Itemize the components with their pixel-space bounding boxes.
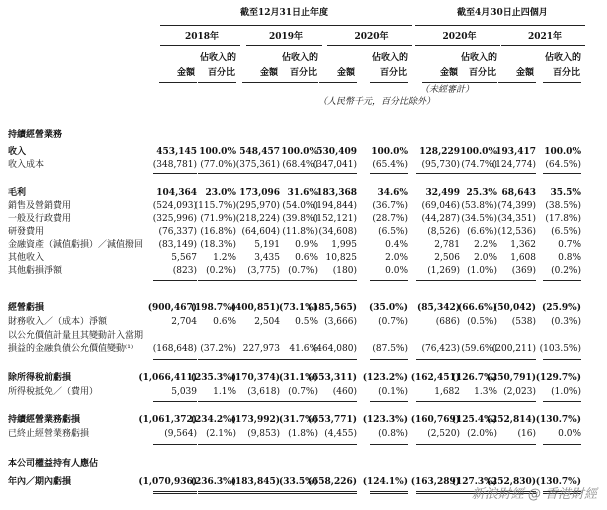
subtotal-rule	[236, 444, 280, 445]
subtotal-rule	[313, 359, 357, 360]
pct-cell: (73.1%)	[279, 303, 318, 313]
year-rule	[327, 45, 412, 46]
amount-cell: (3,618)	[247, 387, 280, 397]
pct-col-header-line2: 百分比	[208, 68, 236, 78]
pct-cell: 100.0%	[199, 147, 236, 157]
pct-cell: (103.5%)	[539, 344, 581, 354]
amount-cell: 5,567	[171, 253, 197, 263]
col-header-rule	[198, 82, 236, 83]
amount-cell: (900,467)	[147, 303, 197, 313]
subtotal-rule	[198, 173, 236, 174]
pct-cell: (198.7%)	[190, 303, 236, 313]
pct-cell: (0.7%)	[288, 387, 318, 397]
amount-cell: 104,364	[156, 188, 197, 198]
subtotal-rule	[416, 401, 460, 402]
pct-cell: (34.5%)	[461, 214, 497, 224]
amount-cell: (347,041)	[312, 160, 357, 170]
pct-cell: (53.8%)	[461, 201, 497, 211]
subtotal-rule	[198, 444, 236, 445]
subtotal-rule	[236, 401, 280, 402]
subtotal-rule	[236, 493, 280, 494]
pct-col-header-line1: 佔收入的	[372, 53, 409, 63]
pct-cell: (16.8%)	[200, 227, 236, 237]
col-header-rule	[459, 82, 497, 83]
subtotal-rule	[492, 173, 536, 174]
pct-cell: (1.8%)	[288, 429, 318, 439]
col-header-rule	[498, 82, 536, 83]
subtotal-rule	[370, 493, 408, 494]
amount-cell: 32,499	[425, 188, 460, 198]
pct-cell: (77.0%)	[200, 160, 236, 170]
row-label: 除所得稅前虧損	[8, 373, 72, 383]
period-annual-header: 截至12月31日止年度	[240, 8, 329, 18]
pct-cell: (0.8%)	[378, 429, 408, 439]
subtotal-rule	[153, 491, 197, 492]
pct-cell: (130.7%)	[535, 415, 581, 425]
amount-cell: 5,191	[254, 240, 280, 250]
subtotal-rule	[416, 491, 460, 492]
col-header-rule	[159, 82, 197, 83]
pct-cell: (6.5%)	[378, 227, 408, 237]
amount-cell: (686)	[435, 317, 460, 327]
subtotal-rule	[313, 280, 357, 281]
amount-cell: (375,361)	[235, 160, 280, 170]
amount-cell: (3,666)	[324, 317, 357, 327]
pct-cell: (87.5%)	[372, 344, 408, 354]
amount-cell: (8,526)	[427, 227, 460, 237]
year-header: 2020年	[354, 32, 389, 42]
subtotal-rule	[153, 493, 197, 494]
pct-cell: (125.4%)	[451, 415, 497, 425]
amount-cell: 530,409	[316, 147, 357, 157]
subtotal-rule	[153, 359, 197, 360]
amount-cell: (180)	[332, 266, 357, 276]
subtotal-rule	[313, 491, 357, 492]
pct-cell: (31.7%)	[279, 415, 318, 425]
pct-cell: (64.5%)	[545, 160, 581, 170]
amount-cell: (173,992)	[230, 415, 280, 425]
amount-cell: 1,682	[434, 387, 460, 397]
pct-cell: 0.8%	[558, 253, 581, 263]
pct-cell: (234.2%)	[190, 415, 236, 425]
year-rule	[501, 45, 585, 46]
pct-cell: (31.1%)	[279, 373, 318, 383]
pct-cell: (59.6%)	[461, 344, 497, 354]
subtotal-rule	[416, 173, 460, 174]
subtotal-rule	[153, 444, 197, 445]
subtotal-rule	[492, 359, 536, 360]
pct-cell: (0.2%)	[206, 266, 236, 276]
amount-cell: (252,814)	[486, 415, 536, 425]
pct-cell: (129.7%)	[535, 373, 581, 383]
subtotal-rule	[313, 173, 357, 174]
row-label: 收入	[8, 147, 27, 157]
row-label: 所得稅抵免／（費用）	[8, 387, 99, 397]
subtotal-rule	[543, 401, 581, 402]
pct-cell: (11.8%)	[282, 227, 318, 237]
amount-cell: 1,362	[510, 240, 536, 250]
pct-cell: (0.1%)	[378, 387, 408, 397]
pct-cell: (0.7%)	[288, 266, 318, 276]
pct-cell: (0.5%)	[467, 317, 497, 327]
pct-cell: 0.5%	[295, 317, 318, 327]
row-label: 銷售及營銷費用	[8, 201, 72, 211]
amount-cell: (653,311)	[307, 373, 357, 383]
pct-col-header-line1: 佔收入的	[200, 53, 237, 63]
amount-cell: (369)	[511, 266, 536, 276]
amount-cell: (34,608)	[318, 227, 357, 237]
subtotal-rule	[370, 401, 408, 402]
subtotal-rule	[198, 401, 236, 402]
pct-cell: (0.3%)	[551, 317, 581, 327]
amount-cell: (1,061,372)	[138, 415, 197, 425]
pct-cell: (38.5%)	[545, 201, 581, 211]
year-rule	[415, 45, 500, 46]
pct-cell: (18.3%)	[200, 240, 236, 250]
pct-cell: (2.1%)	[206, 429, 236, 439]
pct-cell: (123.2%)	[362, 373, 408, 383]
amount-cell: (2,023)	[503, 387, 536, 397]
amount-cell: 193,417	[495, 147, 536, 157]
amount-cell: (464,080)	[312, 344, 357, 354]
amount-cell: (194,844)	[312, 201, 357, 211]
amount-cell: (3,775)	[247, 266, 280, 276]
amount-cell: (1,070,936)	[138, 477, 197, 487]
pct-cell: 1.1%	[213, 387, 236, 397]
pct-cell: 35.5%	[550, 188, 581, 198]
pct-cell: 2.0%	[474, 253, 497, 263]
amount-cell: (200,211)	[491, 344, 536, 354]
col-header-rule	[543, 82, 581, 83]
amount-cell: (295,970)	[235, 201, 280, 211]
pct-cell: (6.5%)	[551, 227, 581, 237]
amount-cell: (69,046)	[421, 201, 460, 211]
amount-cell: (4,455)	[324, 429, 357, 439]
pct-cell: 0.0%	[385, 266, 408, 276]
pct-cell: 0.0%	[558, 429, 581, 439]
row-label: 一般及行政費用	[8, 214, 72, 224]
amount-cell: 1,608	[510, 253, 536, 263]
pct-cell: 100.0%	[460, 147, 497, 157]
pct-cell: (33.5%)	[279, 477, 318, 487]
pct-cell: (6.6%)	[467, 227, 497, 237]
amount-cell: (218,224)	[235, 214, 280, 224]
pct-cell: (28.7%)	[372, 214, 408, 224]
subtotal-rule	[492, 444, 536, 445]
pct-col-header-line2: 百分比	[553, 68, 581, 78]
amount-cell: (185,565)	[307, 303, 357, 313]
subtotal-rule	[543, 173, 581, 174]
pct-cell: 2.0%	[385, 253, 408, 263]
pct-cell: (1.0%)	[467, 266, 497, 276]
row-label: 其他收入	[8, 253, 45, 263]
col-header-rule	[370, 82, 408, 83]
pct-cell: (123.3%)	[362, 415, 408, 425]
amount-cell: (34,351)	[497, 214, 536, 224]
subtotal-rule	[370, 280, 408, 281]
amount-cell: (163,289)	[410, 477, 460, 487]
row-label: 毛利	[8, 188, 27, 198]
year-rule	[246, 45, 322, 46]
amount-cell: (252,830)	[486, 477, 536, 487]
amount-cell: (400,851)	[230, 303, 280, 313]
amount-cell: 2,504	[254, 317, 280, 327]
pct-cell: (68.4%)	[282, 160, 318, 170]
pct-cell: (37.2%)	[200, 344, 236, 354]
unit-note: （人民幣千元，百分比除外）	[318, 97, 436, 107]
amount-cell: 68,643	[501, 188, 536, 198]
pct-cell: 100.0%	[371, 147, 408, 157]
subtotal-rule	[313, 493, 357, 494]
subtotal-rule	[543, 359, 581, 360]
subtotal-rule	[198, 359, 236, 360]
amount-cell: (658,226)	[307, 477, 357, 487]
pct-cell: (35.0%)	[369, 303, 408, 313]
subtotal-rule	[416, 493, 460, 494]
annual-rule	[160, 25, 412, 26]
amount-col-header: 金額	[440, 68, 459, 78]
amount-cell: 1,995	[331, 240, 357, 250]
pct-cell: 31.6%	[287, 188, 318, 198]
amount-cell: (74,399)	[497, 201, 536, 211]
period-interim-header: 截至4月30日止四個月	[457, 8, 548, 18]
amount-cell: 453,145	[156, 147, 197, 157]
pct-cell: (236.3%)	[190, 477, 236, 487]
subtotal-rule	[313, 401, 357, 402]
amount-cell: 5,039	[171, 387, 197, 397]
row-label: 年內／期內虧損	[8, 477, 72, 487]
amount-cell: (653,771)	[307, 415, 357, 425]
pct-col-header-line1: 佔收入的	[282, 53, 319, 63]
amount-cell: (1,066,411)	[138, 373, 197, 383]
pct-col-header-line1: 佔收入的	[545, 53, 582, 63]
col-header-rule	[422, 82, 460, 83]
pct-cell: (0.2%)	[551, 266, 581, 276]
amount-cell: 128,229	[419, 147, 460, 157]
amount-col-header: 金額	[260, 68, 279, 78]
amount-cell: (95,730)	[421, 160, 460, 170]
amount-cell: (83,149)	[158, 240, 197, 250]
row-label: 財務收入／（成本）淨額	[8, 317, 108, 327]
pct-cell: 1.3%	[474, 387, 497, 397]
col-header-rule	[319, 82, 357, 83]
subtotal-rule	[236, 173, 280, 174]
pct-cell: (74.7%)	[461, 160, 497, 170]
amount-cell: (524,093)	[152, 201, 197, 211]
subtotal-rule	[370, 444, 408, 445]
pct-cell: (39.8%)	[282, 214, 318, 224]
amount-col-header: 金額	[337, 68, 356, 78]
year-header: 2020年	[442, 32, 477, 42]
subtotal-rule	[153, 401, 197, 402]
pct-cell: (127.3%)	[451, 477, 497, 487]
year-header: 2019年	[269, 32, 304, 42]
amount-cell: (64,604)	[241, 227, 280, 237]
amount-cell: (183,845)	[230, 477, 280, 487]
subtotal-rule	[492, 401, 536, 402]
row-label: 金融資產（減值虧損）／減值撥回	[8, 240, 144, 250]
pct-col-header-line1: 佔收入的	[461, 53, 498, 63]
year-header: 2021年	[528, 32, 563, 42]
row-label: 已終止經營業務虧損	[8, 429, 90, 439]
amount-cell: (2,520)	[427, 429, 460, 439]
col-header-rule	[242, 82, 280, 83]
pct-cell: (65.4%)	[372, 160, 408, 170]
row-label: 以公允價值計量且其變動計入當期	[8, 331, 144, 341]
amount-cell: (538)	[511, 317, 536, 327]
pct-cell: (66.6%)	[458, 303, 497, 313]
amount-cell: (76,423)	[421, 344, 460, 354]
row-label: 研發費用	[8, 227, 45, 237]
pct-cell: 100.0%	[544, 147, 581, 157]
amount-cell: (460)	[332, 387, 357, 397]
pct-col-header-line2: 百分比	[469, 68, 497, 78]
pct-col-header-line2: 百分比	[290, 68, 318, 78]
subtotal-rule	[543, 444, 581, 445]
subtotal-rule	[198, 491, 236, 492]
amount-cell: (170,374)	[230, 373, 280, 383]
pct-cell: 0.7%	[558, 240, 581, 250]
pct-cell: (115.7%)	[194, 201, 236, 211]
pct-cell: 100.0%	[281, 147, 318, 157]
subtotal-rule	[370, 359, 408, 360]
subtotal-rule	[313, 444, 357, 445]
amount-cell: (162,451)	[410, 373, 460, 383]
amount-cell: (9,564)	[164, 429, 197, 439]
amount-cell: (12,536)	[497, 227, 536, 237]
amount-cell: (76,337)	[158, 227, 197, 237]
pct-cell: (54.0%)	[282, 201, 318, 211]
amount-cell: (9,853)	[247, 429, 280, 439]
pct-cell: (0.7%)	[378, 317, 408, 327]
watermark: 新浪財經 @ 香港財經	[471, 487, 597, 502]
subtotal-rule	[416, 359, 460, 360]
subtotal-rule	[236, 280, 280, 281]
amount-cell: 2,781	[434, 240, 460, 250]
amount-cell: (44,287)	[421, 214, 460, 224]
pct-cell: 0.6%	[295, 253, 318, 263]
pct-cell: (1.0%)	[551, 387, 581, 397]
subtotal-rule	[236, 491, 280, 492]
pct-col-header-line2: 百分比	[380, 68, 408, 78]
amount-col-header: 金額	[177, 68, 196, 78]
amount-cell: 227,973	[242, 344, 280, 354]
pct-cell: (126.7%)	[451, 373, 497, 383]
pct-cell: 25.3%	[466, 188, 497, 198]
pct-cell: 0.9%	[295, 240, 318, 250]
pct-cell: 34.6%	[377, 188, 408, 198]
pct-cell: (36.7%)	[372, 201, 408, 211]
subtotal-rule	[198, 280, 236, 281]
amount-cell: (85,342)	[417, 303, 460, 313]
pct-cell: (2.0%)	[467, 429, 497, 439]
subtotal-rule	[153, 280, 197, 281]
subtotal-rule	[492, 280, 536, 281]
year-rule	[160, 45, 240, 46]
amount-cell: (50,042)	[493, 303, 536, 313]
amount-cell: (1,269)	[427, 266, 460, 276]
subtotal-rule	[153, 173, 197, 174]
amount-cell: (124,774)	[491, 160, 536, 170]
row-label: 持續經營業務虧損	[8, 415, 81, 425]
amount-cell: 548,457	[239, 147, 280, 157]
subtotal-rule	[370, 173, 408, 174]
pct-cell: (17.8%)	[545, 214, 581, 224]
amount-cell: (325,996)	[152, 214, 197, 224]
amount-cell: 3,435	[254, 253, 280, 263]
amount-cell: (823)	[172, 266, 197, 276]
subtotal-rule	[370, 491, 408, 492]
amount-cell: 183,368	[316, 188, 357, 198]
amount-cell: (160,769)	[410, 415, 460, 425]
amount-cell: (250,791)	[486, 373, 536, 383]
interim-rule	[415, 25, 585, 26]
row-label: 本公司權益持有人應佔	[8, 459, 99, 469]
pct-cell: (235.3%)	[190, 373, 236, 383]
amount-cell: (152,121)	[312, 214, 357, 224]
pct-cell: 2.2%	[474, 240, 497, 250]
subtotal-rule	[198, 493, 236, 494]
unaudited-note: （未經審計）	[420, 85, 475, 95]
amount-cell: 10,825	[325, 253, 357, 263]
year-header: 2018年	[185, 32, 220, 42]
subtotal-rule	[543, 280, 581, 281]
col-header-rule	[280, 82, 318, 83]
pct-cell: 23.0%	[205, 188, 236, 198]
pct-cell: (130.7%)	[535, 477, 581, 487]
row-label: 其他虧損淨額	[8, 266, 63, 276]
pct-cell: (124.1%)	[362, 477, 408, 487]
pct-cell: (25.9%)	[542, 303, 581, 313]
pct-cell: 1.2%	[213, 253, 236, 263]
row-label: 損益的金融負債公允價值變動⁽¹⁾	[8, 344, 134, 354]
pct-cell: 41.6%	[289, 344, 318, 354]
pct-cell: 0.4%	[385, 240, 408, 250]
amount-cell: (348,781)	[152, 160, 197, 170]
amount-cell: 2,506	[434, 253, 460, 263]
subtotal-rule	[416, 280, 460, 281]
amount-cell: 173,096	[239, 188, 280, 198]
amount-col-header: 金額	[516, 68, 535, 78]
subtotal-rule	[236, 359, 280, 360]
row-label: 經營虧損	[8, 303, 45, 313]
amount-cell: (16)	[517, 429, 536, 439]
row-label: 持續經營業務	[8, 130, 63, 140]
amount-cell: (168,648)	[152, 344, 197, 354]
pct-cell: 0.6%	[213, 317, 236, 327]
amount-cell: 2,704	[171, 317, 197, 327]
pct-cell: (71.9%)	[200, 214, 236, 224]
subtotal-rule	[416, 444, 460, 445]
row-label: 收入成本	[8, 160, 45, 170]
